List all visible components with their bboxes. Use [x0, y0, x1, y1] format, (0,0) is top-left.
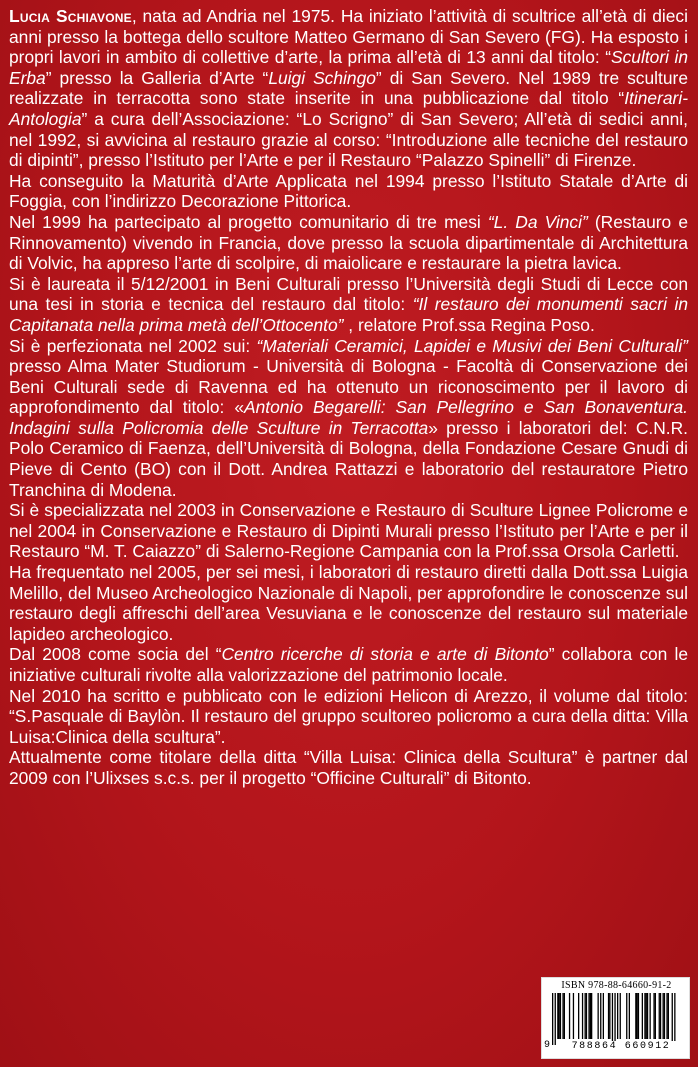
bio-paragraph-2: Ha conseguito la Maturità d’Arte Applicata nel 1994 presso l’Istituto Statale d’Arte di Foggia, con l’indirizzo Decorazione Pittorica.	[9, 170, 688, 212]
bio-text: ” presso la Galleria d’Arte “	[45, 67, 269, 88]
bio-paragraph-4	[9, 274, 688, 336]
barcode-bar	[664, 993, 665, 1039]
barcode-bar	[612, 993, 613, 1045]
barcode-bar	[564, 993, 565, 1039]
barcode-bar	[655, 993, 656, 1039]
bio-text: Si è laureata il 5/12/2001 in Beni Culturali presso l’Università degli Studi di Lecce con una tesi in storia e tecnica del restauro dal titolo:	[9, 273, 688, 315]
bio-paragraph-6: Si è specializzata nel 2003 in Conservazione e Restauro di Sculture Lignee Policrome e nel 2004 in Conservazione e Restauro di Dipinti Murali presso l’Istituto per l’Arte e per il Restauro “M. T. Caiazzo” di Salerno-Regione Campania con la Prof.ssa Orsola Carletti.	[9, 500, 688, 562]
barcode-bar	[585, 993, 586, 1039]
barcode-bars	[552, 993, 681, 1045]
bio-italic-title: “L. Da Vinci”	[487, 211, 588, 232]
barcode-bar	[637, 993, 638, 1039]
barcode-bar	[578, 993, 579, 1039]
barcode-bar	[552, 993, 553, 1045]
author-biography	[9, 6, 688, 789]
barcode-bar	[555, 993, 556, 1045]
ean-first-digit: 9	[544, 1040, 551, 1051]
bio-text: presso Alma Mater Studiorum - Università di Bologna - Facoltà di Conservazione dei Beni Culturali sede di Ravenna ed ha ottenuto un riconoscimento per il lavoro di approfondimento dal titolo: «	[9, 356, 688, 418]
bio-italic-title: “Materiali Ceramici, Lapidei e Musivi dei Beni Culturali”	[256, 335, 688, 356]
bio-text: ” di San Severo. Nel 1989 tre sculture realizzate in terracotta sono state inserite in una pubblicazione dal titolo “	[9, 67, 689, 109]
barcode-bar	[659, 993, 660, 1039]
barcode-bar	[674, 993, 675, 1045]
barcode-bar	[603, 993, 604, 1039]
barcode-bar	[614, 993, 615, 1045]
barcode-bar	[626, 993, 627, 1039]
bio-italic-title: Scultori in Erba	[9, 47, 689, 88]
barcode-bar	[591, 993, 592, 1039]
barcode-bar	[629, 993, 630, 1039]
barcode-bar	[598, 993, 599, 1039]
barcode-bar	[672, 993, 673, 1045]
bio-italic-title: Centro ricerche di storia e arte di Bitonto	[221, 644, 549, 665]
bio-italic-title: Luigi Schingo	[268, 67, 376, 88]
bio-text: Dal 2008 come socia del “	[9, 644, 222, 665]
barcode-bar	[559, 993, 560, 1039]
bio-text: (Restauro e Rinnovamento) vivendo in Francia, dove presso la scuola dipartimentale di Architettura di Volvic, ha appreso l’arte di scolpire, di maiolicare e restaurare la pietra lavica.	[9, 211, 688, 274]
bio-text: Nel 1999 ha partecipato al progetto comunitario di tre mesi	[9, 211, 488, 232]
barcode-bar	[617, 993, 618, 1039]
barcode-bar	[609, 993, 610, 1039]
bio-text: , relatore Prof.ssa Regina Poso.	[343, 314, 595, 335]
barcode-bar	[650, 993, 651, 1039]
barcode-bar	[600, 993, 601, 1039]
barcode-bar	[638, 993, 639, 1039]
bio-paragraph-9: Nel 2010 ha scritto e pubblicato con le edizioni Helicon di Arezzo, il volume dal titolo: “S.Pasquale di Baylòn. Il restauro del gruppo scultoreo policromo a cura della ditta: Villa Luisa:Clinica della scultura”.	[9, 685, 688, 747]
barcode-bar	[666, 993, 667, 1039]
barcode-bar	[573, 993, 574, 1039]
barcode-bar	[653, 993, 654, 1039]
bio-paragraph-3	[9, 212, 688, 274]
bio-paragraph-8	[9, 644, 688, 685]
barcode-bar	[588, 993, 589, 1039]
barcode-bar	[569, 993, 570, 1039]
bio-italic-title: Antonio Begarelli: San Pellegrino e San Bonaventura. Indagini sulla Policromia delle Sculture in Terracotta	[9, 397, 688, 438]
barcode-bar	[646, 993, 647, 1039]
bio-text: ” a cura dell’Associazione: “Lo Scrigno” di San Severo; All’età di sedici anni, nel 1992, si avvicina al restauro grazie al corso: “Introduzione alle tecniche del restauro di dipinti”, presso l’Istituto per l’Arte e per il Restauro “Palazzo Spinelli” di Firenze.	[9, 108, 688, 171]
bio-text: ” collabora con le iniziative culturali rivolte alla valorizzazione del patrimonio locale.	[9, 644, 689, 685]
barcode-bar	[562, 993, 563, 1039]
barcode-bar	[582, 993, 583, 1039]
barcode-bar	[635, 993, 636, 1039]
barcode-bar	[660, 993, 661, 1039]
bio-italic-title: Itinerari-Antologia	[9, 88, 688, 129]
bio-paragraph-7: Ha frequentato nel 2005, per sei mesi, i laboratori di restauro diretti dalla Dott.ssa Luigia Melillo, del Museo Archeologico Nazionale di Napoli, per approfondire le conoscenze sul restauro degli affreschi dell’area Vesuviana e le conoscenze del restauro sul materiale lapideo archeologico.	[9, 562, 688, 644]
isbn-label: ISBN 978-88-64660-91-2	[561, 980, 672, 991]
bio-italic-title: “Il restauro dei monumenti sacri in Capitanata nella prima metà dell’Ottocento”	[9, 294, 688, 335]
bio-paragraph-1	[9, 6, 688, 171]
bio-text: , nata ad Andria nel 1975. Ha iniziato l’attività di scultrice all’età di dieci anni presso la bottega dello scultore Matteo Germano di San Severo (FG). Ha esposto i propri lavori in ambito di collettive d’arte, la prima all’età di 13 anni dal titolo: “	[9, 6, 688, 68]
barcode-bar	[647, 993, 648, 1039]
isbn-barcode	[541, 977, 690, 1059]
bio-text: Si è perfezionata nel 2002 sui:	[9, 335, 257, 356]
barcode-bar	[668, 993, 669, 1039]
barcode-bar	[663, 993, 664, 1039]
barcode-bar	[608, 993, 609, 1039]
bio-text: » presso i laboratori del: C.N.R. Polo Ceramico di Faenza, dell’Università di Bologna, della Fondazione Cesare Gnudi di Pieve di Cento (BO) con il Dott. Andrea Rattazzi e laboratorio del restauratore Pietro Tranchina di Modena.	[9, 417, 688, 500]
barcode-bar	[557, 993, 558, 1039]
barcode-bar	[586, 993, 587, 1039]
barcode-bar	[590, 993, 591, 1039]
bio-paragraph-5	[9, 336, 688, 501]
barcode-bar	[642, 993, 643, 1039]
author-name: Lucia Schiavone	[9, 6, 132, 26]
barcode-bar	[644, 993, 645, 1039]
ean-digits: 788864 660912	[558, 1041, 684, 1052]
barcode-bar	[560, 993, 561, 1039]
bio-paragraph-10: Attualmente come titolare della ditta “Villa Luisa: Clinica della Scultura” è partner dal 2009 con l’Ulixses s.c.s. per il progetto “Officine Culturali” di Bitonto.	[9, 747, 688, 788]
barcode-bar	[620, 993, 621, 1039]
